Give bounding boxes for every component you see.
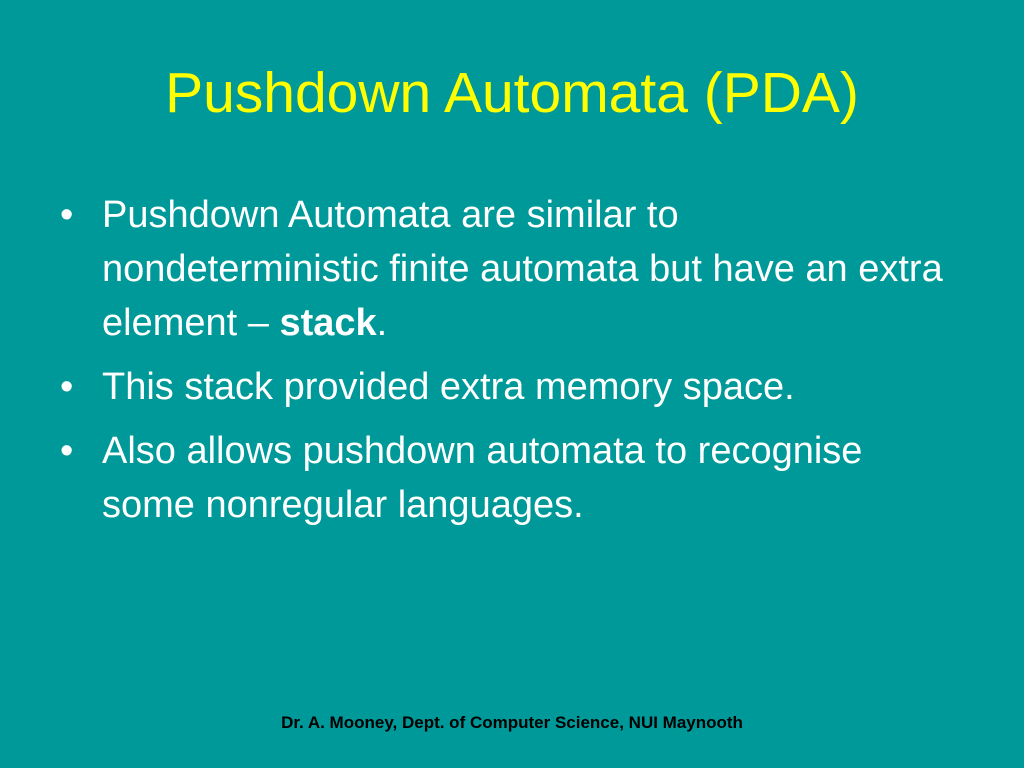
bullet-list [60, 188, 960, 542]
bullet-text: This stack provided extra memory space. [102, 366, 795, 408]
slide-title: Pushdown Automata (PDA) [165, 61, 859, 125]
bullet-text: Also allows pushdown automata to recognise some nonregular languages. [102, 430, 863, 526]
bullet-marker: • [60, 366, 74, 408]
bullet-text-after: . [376, 302, 388, 344]
bullet-item-nonregular [60, 424, 960, 532]
bullet-text-before: Pushdown Automata are similar to nondeterministic finite automata but have an extra element – [102, 194, 943, 344]
bullet-marker: • [60, 194, 74, 236]
slide-footer: Dr. A. Mooney, Dept. of Computer Science, NUI Maynooth [281, 713, 743, 732]
bullet-item-stack-definition [60, 188, 960, 350]
bullet-bold-term: stack [279, 302, 377, 344]
bullet-item-memory [60, 360, 960, 414]
bullet-marker: • [60, 430, 74, 472]
